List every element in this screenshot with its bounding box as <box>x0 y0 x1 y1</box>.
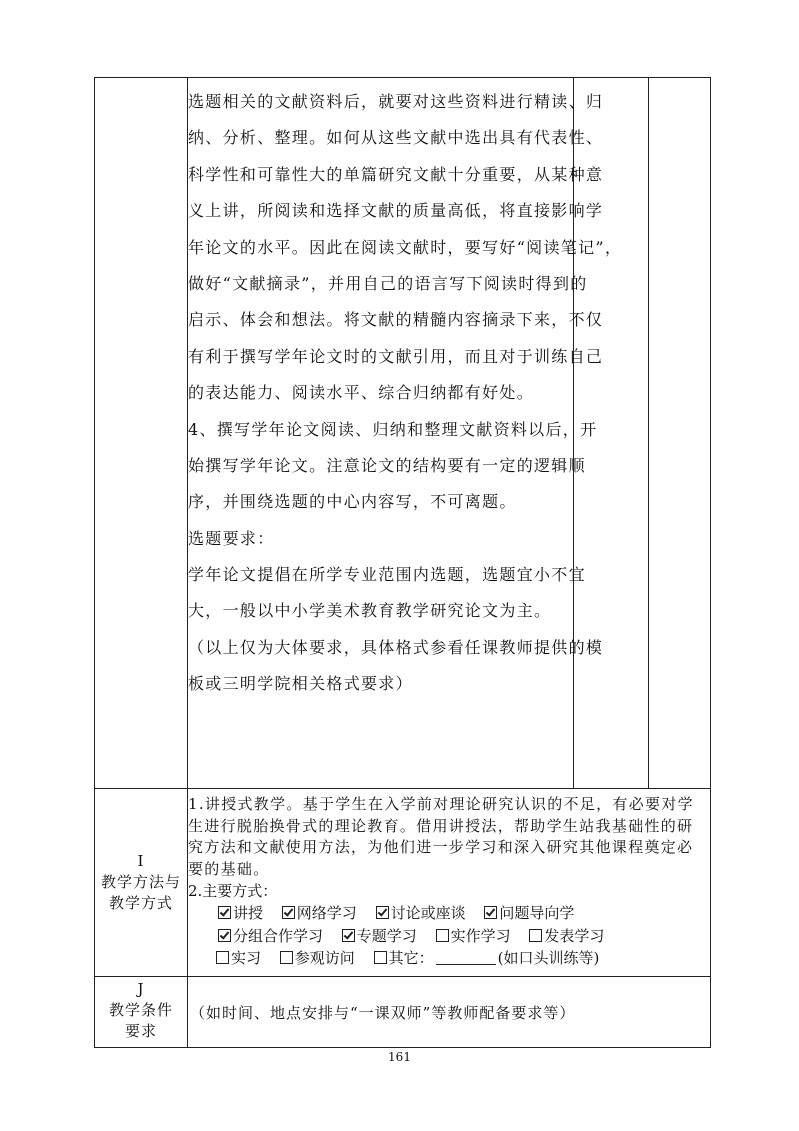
body-line: 做好“文献摘录”，并用自己的语言写下阅读时得到的 <box>188 273 588 293</box>
checkbox-checked-icon[interactable] <box>342 929 355 942</box>
option-internship[interactable]: 实习 <box>216 947 261 970</box>
body-line: 义上讲，所阅读和选择文献的质量高低，将直接影响学 <box>188 201 604 221</box>
option-online[interactable]: 网络学习 <box>282 902 357 925</box>
option-problem-based[interactable]: 问题导向学 <box>484 902 574 925</box>
page-number: 161 <box>388 1050 411 1064</box>
body-line: 纳、分析、整理。如何从这些文献中选出具有代表性、 <box>188 128 604 148</box>
option-practice[interactable]: 实作学习 <box>436 925 511 948</box>
col-divider-right-2 <box>648 77 649 789</box>
body-line: （以上仅为大体要求，具体格式参看任课教师提供的模 <box>188 637 604 657</box>
conditions-label-line2: 要求 <box>124 1022 157 1040</box>
methods-subheading: 2.主要方式： <box>188 882 278 900</box>
option-visit[interactable]: 参观访问 <box>280 947 355 970</box>
checkbox-empty-icon[interactable] <box>374 951 387 964</box>
option-presentation[interactable]: 发表学习 <box>529 925 604 948</box>
body-line: 始撰写学年论文。注意论文的结构要有一定的逻辑顺 <box>188 455 586 475</box>
methods-label-line2: 教学方式 <box>108 894 173 912</box>
body-line: 选题相关的文献资料后，就要对这些资料进行精读、归 <box>188 92 604 111</box>
options-row-3 <box>216 947 710 970</box>
option-topic-study[interactable]: 专题学习 <box>342 925 417 948</box>
option-other[interactable]: 其它： (如口头训练等) <box>374 947 600 970</box>
checkbox-empty-icon[interactable] <box>529 929 542 942</box>
conditions-label-line1: 教学条件 <box>108 1001 173 1019</box>
conditions-label <box>95 979 187 1042</box>
methods-label-line1: 教学方法与 <box>100 873 181 891</box>
body-line: 学年论文提倡在所学专业范围内选题，选题宜小不宜 <box>188 565 586 585</box>
methods-label <box>95 851 187 914</box>
checkbox-empty-icon[interactable] <box>216 951 229 964</box>
methods-content <box>188 794 710 970</box>
options-row-2 <box>218 925 710 948</box>
body-line: 序，并围绕选题的中心内容写，不可离题。 <box>188 492 517 512</box>
checkbox-checked-icon[interactable] <box>218 929 231 942</box>
checkbox-checked-icon[interactable] <box>282 906 295 919</box>
body-line: 4、撰写学年论文阅读、归纳和整理文献资料以后，开 <box>188 419 598 439</box>
body-line: 板或三明学院相关格式要求） <box>188 674 413 694</box>
body-line: 大，一般以中小学美术教育教学研究论文为主。 <box>188 601 552 621</box>
checkbox-checked-icon[interactable] <box>376 906 389 919</box>
methods-letter: I <box>137 852 145 870</box>
row-divider-conditions <box>94 976 711 977</box>
row-divider-methods <box>94 788 711 789</box>
body-line: 启示、体会和想法。将文献的精髓内容摘录下来，不仅 <box>188 310 604 330</box>
other-blank-line[interactable] <box>436 950 496 965</box>
body-line: 的表达能力、阅读水平、综合归纳都有好处。 <box>188 383 535 403</box>
body-line: 科学性和可靠性大的单篇研究文献十分重要，从某种意 <box>188 164 604 184</box>
options-row-1 <box>218 902 710 925</box>
body-line: 年论文的水平。因此在阅读文献时，要写好“阅读笔记”， <box>188 237 623 257</box>
option-discussion[interactable]: 讨论或座谈 <box>376 902 466 925</box>
conditions-text: （如时间、地点安排与“一课双师”等教师配备要求等） <box>190 1004 576 1022</box>
checkbox-checked-icon[interactable] <box>218 906 231 919</box>
other-value: (如口头训练等) <box>497 949 600 967</box>
content-text-block <box>188 84 623 703</box>
checkbox-empty-icon[interactable] <box>280 951 293 964</box>
checkbox-empty-icon[interactable] <box>436 929 449 942</box>
option-lecture[interactable]: 讲授 <box>218 902 263 925</box>
option-group-work[interactable]: 分组合作学习 <box>218 925 323 948</box>
body-line: 有利于撰写学年论文时的文献引用，而且对于训练自己 <box>188 346 604 366</box>
conditions-letter: J <box>137 980 145 998</box>
body-line: 选题要求： <box>188 528 275 548</box>
checkbox-checked-icon[interactable] <box>484 906 497 919</box>
methods-paragraph: 1.讲授式教学。基于学生在入学前对理论研究认识的不足，有必要对学生进行脱胎换骨式的理论教育。借用讲授法，帮助学生站我基础性的研究方法和文献使用方法，为他们进一步学习和深入研究其他课程奠定必要的基础。 <box>188 795 694 878</box>
